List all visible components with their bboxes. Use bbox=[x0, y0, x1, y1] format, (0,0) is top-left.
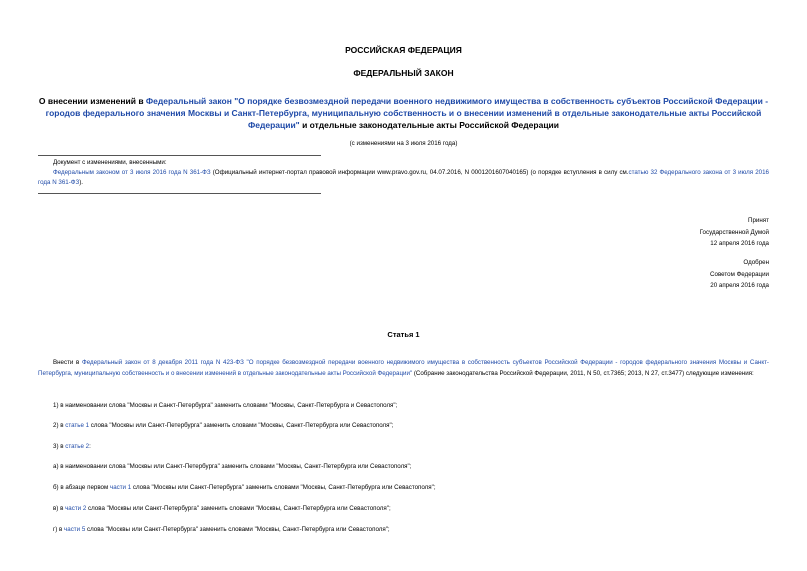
intro-law-link[interactable]: Федеральный закон от 8 декабря 2011 года N 423-ФЗ "О порядке безвозмездной передачи военного недвижимого имущества в собственность субъектов Российской Федерации - городов федерального значения Москвы и Санкт-Петербурга, муниципальную собственность и о внесении изменений в отдельные законодательные акты Российской Федерации" bbox=[38, 359, 769, 377]
article-intro bbox=[38, 358, 769, 379]
list-item bbox=[53, 505, 391, 512]
amending-law-link[interactable]: Федеральным законом от 3 июля 2016 года N 361-ФЗ bbox=[53, 169, 211, 176]
list-item bbox=[53, 422, 393, 429]
item-text: в) в bbox=[53, 505, 66, 512]
approved-line-1: Одобрен bbox=[743, 259, 769, 266]
item-link[interactable]: части 2 bbox=[65, 505, 87, 512]
item-link[interactable]: части 1 bbox=[109, 484, 132, 491]
list-item bbox=[53, 484, 436, 491]
item-text: 2) в bbox=[53, 422, 66, 429]
edition-note: (с изменениями на 3 июля 2016 года) bbox=[349, 140, 458, 147]
changes-close: ). bbox=[79, 179, 83, 186]
list-item bbox=[53, 443, 91, 450]
item-text: б) в абзаце первом bbox=[53, 484, 110, 491]
list-item bbox=[53, 526, 390, 533]
title-suffix: и отдельные законодательные акты Российской Федерации bbox=[299, 120, 559, 130]
article-32-link[interactable]: статью 32 Федерального закона от 3 июля 2016 года N 361-ФЗ bbox=[38, 169, 769, 186]
changes-label: Документ с изменениями, внесенными: bbox=[53, 159, 167, 166]
item-text: 1) в наименовании слова "Москвы и Санкт-Петербурга" заменить словами "Москвы, Санкт-Петербурга и Севастополя"; bbox=[53, 402, 398, 409]
title-prefix: О внесении изменений в bbox=[38, 96, 146, 106]
item-text: а) в наименовании слова "Москвы или Санкт-Петербурга" заменить словами "Москвы, Санкт-Петербурга или Севастополя"; bbox=[53, 463, 412, 470]
changes-top-divider bbox=[38, 155, 321, 156]
item-text: 3) в bbox=[53, 443, 66, 450]
list-item bbox=[53, 402, 397, 409]
item-link[interactable]: статье 2 bbox=[65, 443, 90, 450]
adopted-block bbox=[700, 215, 769, 250]
article-heading: Статья 1 bbox=[387, 330, 420, 339]
document-title bbox=[38, 95, 769, 131]
item-text: г) в bbox=[53, 526, 65, 533]
intro-prefix: Внести в bbox=[53, 359, 83, 366]
changes-source: (Официальный интернет-портал правовой информации www.pravo.gov.ru, 04.07.2016, N 0001201607040165) (о порядке вступления в силу см. bbox=[210, 169, 629, 176]
item-link[interactable]: части 5 bbox=[64, 526, 86, 533]
country-heading: РОССИЙСКАЯ ФЕДЕРАЦИЯ bbox=[345, 45, 462, 55]
title-law-link[interactable]: Федеральный закон "О порядке безвозмездной передачи военного недвижимого имущества в собственность субъектов Российской Федерации - городов федерального значения Москвы и Санкт-Петербурга, муниципальную собственность и о внесении изменений в отдельные законодательные акты Российской Федерации" bbox=[45, 96, 769, 130]
approved-line-2: Советом Федерации bbox=[710, 270, 769, 278]
adopted-line-2: Государственной Думой bbox=[699, 228, 769, 236]
document-type-heading: ФЕДЕРАЛЬНЫЙ ЗАКОН bbox=[353, 68, 454, 78]
item-link[interactable]: статье 1 bbox=[65, 422, 90, 429]
item-text: : bbox=[89, 443, 91, 450]
changes-bottom-divider bbox=[38, 193, 321, 194]
adopted-line-3: 12 апреля 2016 года bbox=[710, 240, 769, 247]
item-text: слова "Москвы или Санкт-Петербурга" заменить словами "Москвы, Санкт-Петербурга или Севастополя"; bbox=[131, 484, 436, 491]
item-text: слова "Москвы или Санкт-Петербурга" заменить словами "Москвы, Санкт-Петербурга или Севастополя"; bbox=[86, 505, 391, 512]
approved-line-3: 20 апреля 2016 года bbox=[710, 282, 769, 289]
list-item bbox=[53, 463, 411, 470]
changes-text bbox=[38, 168, 769, 188]
approved-block bbox=[710, 257, 769, 292]
intro-suffix: (Собрание законодательства Российской Федерации, 2011, N 50, ст.7365; 2013, N 27, ст.3477) следующие изменения: bbox=[412, 369, 754, 377]
adopted-line-1: Принят bbox=[748, 217, 769, 224]
item-text: слова "Москвы или Санкт-Петербурга" заменить словами "Москвы, Санкт-Петербурга или Севастополя"; bbox=[85, 526, 390, 533]
item-text: слова "Москвы или Санкт-Петербурга" заменить словами "Москвы, Санкт-Петербурга или Севастополя"; bbox=[89, 422, 394, 429]
